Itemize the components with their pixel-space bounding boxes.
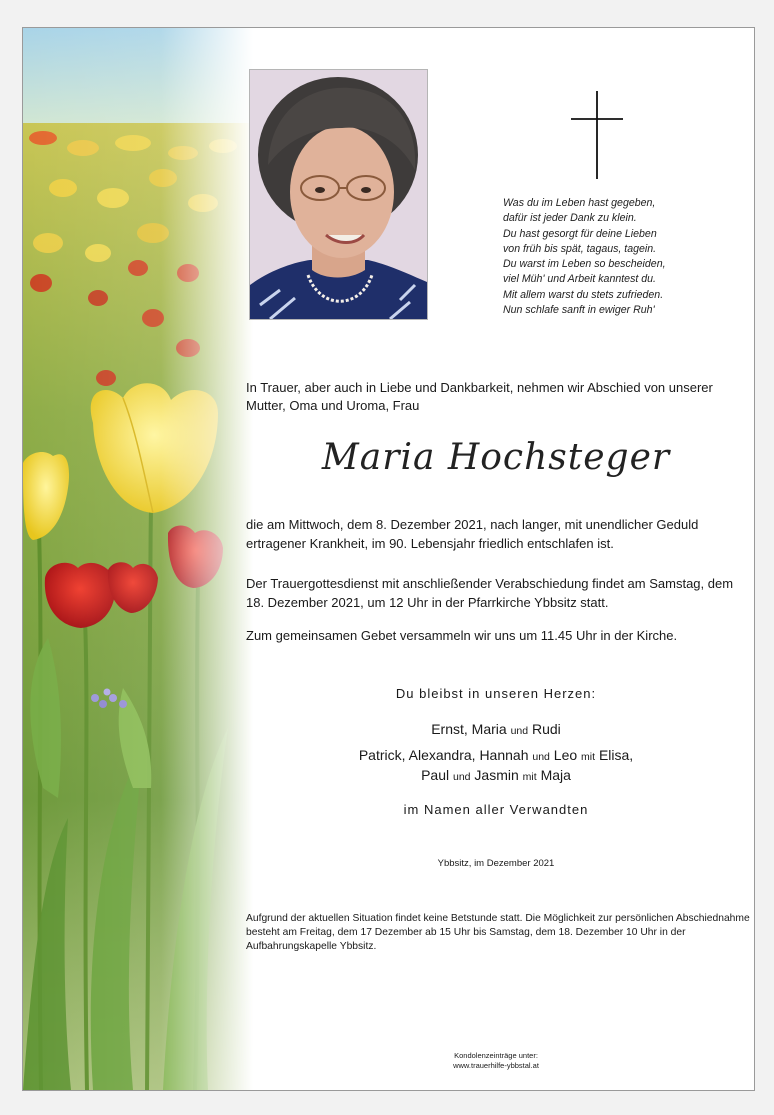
poem-line: Mit allem warst du stets zufrieden. (503, 288, 664, 301)
family-line-grandchildren (246, 747, 746, 763)
portrait-photo (249, 69, 428, 320)
place-date: Ybbsitz, im Dezember 2021 (437, 858, 555, 869)
deceased-name: Maria Hochsteger (321, 437, 671, 478)
tulip-field-image (23, 28, 253, 1090)
poem-line: Du warst im Leben so bescheiden, (503, 258, 666, 271)
family-connector: mit (522, 771, 537, 783)
family-name: Patrick, Alexandra, Hannah (358, 747, 529, 763)
family-name: Paul (421, 767, 450, 783)
family-connector: mit (581, 751, 596, 763)
heart-line: Du bleibst in unseren Herzen: (395, 686, 597, 701)
poem-line: viel Müh' und Arbeit kanntest du. (503, 273, 656, 286)
cross-icon (571, 91, 623, 184)
family-name: Rudi (532, 721, 561, 737)
family-name: Leo (553, 747, 578, 763)
family-connector: und (510, 725, 529, 737)
family-name: Ernst (431, 721, 464, 737)
relatives-line: im Namen aller Verwandten (403, 802, 589, 817)
family-connector: und (453, 771, 471, 783)
prayer-text: Zum gemeinsamen Gebet versammeln wir uns um 11.45 Uhr in der Kirche. (246, 628, 678, 643)
poem-line: Du hast gesorgt für deine Lieben (503, 227, 657, 240)
family-line-children: Ernst, Maria und Rudi (431, 721, 561, 737)
poem-line: Nun schlafe sanft in ewiger Ruh' (503, 304, 655, 317)
family-name: Jasmin (474, 767, 519, 783)
family-name: Maja (540, 767, 571, 783)
viewing-notice: Aufgrund der aktuellen Situation findet keine Betstunde statt. Die Möglichkeit zur persönlichen Abschiednahme besteht am Freitag, dem 17 Dezember ab 15 Uhr bis Samstag, dem 18. Dezember 10 Uhr in der Aufbahrungskapelle Ybbsitz. (246, 913, 750, 952)
family-connector: und (532, 751, 550, 763)
memorial-poem (503, 196, 748, 318)
poem-line: dafür ist jeder Dank zu klein. (503, 212, 637, 225)
intro-text: In Trauer, aber auch in Liebe und Dankbarkeit, nehmen wir Abschied von unserer Mutter, Oma und Uroma, Frau (246, 380, 713, 413)
service-text: Der Trauergottesdienst mit anschließender Verabschiedung findet am Samstag, dem 18. Dezember 2021, um 12 Uhr in der Pfarrkirche Ybbsitz statt. (246, 576, 734, 610)
passing-text: die am Mittwoch, dem 8. Dezember 2021, nach langer, mit unendlicher Geduld ertragener Krankheit, im 90. Lebensjahr friedlich entschlafen ist. (246, 517, 699, 551)
family-name: Maria (471, 721, 507, 737)
condolence-label: Kondolenzeinträge unter: (454, 1051, 538, 1060)
family-line-great-grandchildren (246, 767, 746, 783)
condolence-info (246, 1051, 746, 1071)
poem-line: Was du im Leben hast gegeben, (503, 197, 656, 209)
family-name: Elisa, (598, 747, 634, 763)
condolence-url: www.trauerhilfe-ybbstal.at (453, 1061, 539, 1070)
obituary-card (22, 27, 755, 1091)
poem-line: von früh bis spät, tagaus, tagein. (503, 242, 657, 255)
